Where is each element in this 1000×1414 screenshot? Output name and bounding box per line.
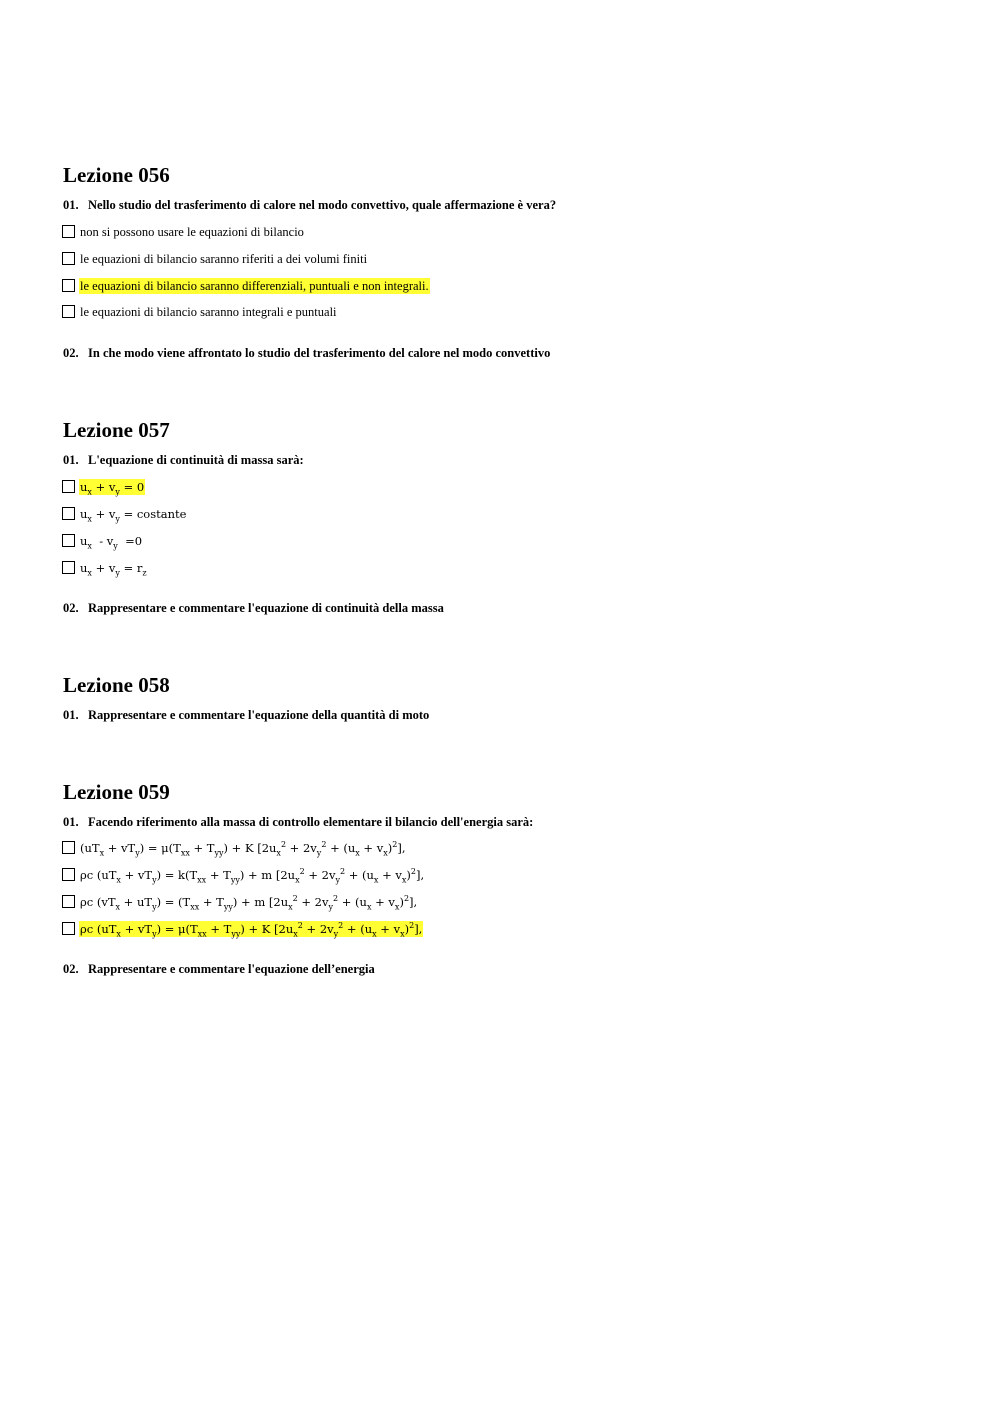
question-number: 02. [63, 346, 79, 360]
answer-option[interactable] [62, 559, 148, 576]
question-number: 02. [63, 601, 79, 615]
option-formula: ρc $(uT_x + vT_y) = k(T_{xx} + T_{yy}) + m$ $[2u_x^2 + 2v_y^2 + (u_x + v_x)^2]$, [80, 866, 425, 884]
question-heading [63, 197, 556, 213]
checkbox[interactable] [62, 895, 75, 908]
option-formula-highlighted: ρc $(uT_x + vT_y) = \mu(T_{xx} + T_{yy}) + K$ $[2u_x^2 + 2v_y^2 + (u_x + v_x)^2]$, [80, 920, 423, 938]
checkbox[interactable] [62, 841, 75, 854]
question-text: Rappresentare e commentare l'equazione della quantità di moto [88, 708, 430, 722]
option-formula-highlighted: $u_x + v_y = 0$ [80, 479, 145, 496]
question-number: 01. [63, 815, 79, 829]
answer-option[interactable] [62, 505, 187, 522]
checkbox[interactable] [62, 225, 75, 238]
answer-option[interactable] [62, 532, 143, 549]
option-formula: $u_x + v_y = r_z$ [80, 560, 147, 577]
answer-option-correct[interactable] [62, 478, 145, 495]
checkbox[interactable] [62, 868, 75, 881]
option-text-highlighted: le equazioni di bilancio saranno differenziali, puntuali e non integrali. [80, 278, 429, 293]
answer-option[interactable] [62, 303, 338, 320]
option-formula: ρc $(vT_x + uT_y) = (T_{xx} + T_{yy}) + m$ $[2u_x^2 + 2v_y^2 + (u_x + v_x)^2]$, [80, 893, 418, 911]
checkbox[interactable] [62, 305, 75, 318]
question-number: 02. [63, 962, 79, 976]
checkbox[interactable] [62, 922, 75, 935]
question-number: 01. [63, 198, 79, 212]
option-text: le equazioni di bilancio saranno riferiti a dei volumi finiti [80, 251, 368, 266]
question-text: Nello studio del trasferimento di calore nel modo convettivo, quale affermazione è vera? [88, 198, 557, 212]
answer-option[interactable] [62, 866, 425, 883]
question-heading [63, 814, 533, 830]
lesson-title: Lezione 056 [63, 163, 170, 187]
option-text: le equazioni di bilancio saranno integrali e puntuali [80, 304, 337, 319]
option-formula: $(uT_x + vT_y) = \mu(T_{xx} + T_{yy}) + K$ $[2u_x^2 + 2v_y^2 + (u_x + v_x)^2]$, [80, 839, 406, 857]
answer-option[interactable] [62, 839, 407, 856]
option-formula: $u_x + v_y$ = costante [80, 506, 187, 523]
question-text: Rappresentare e commentare l'equazione dell’energia [88, 962, 375, 976]
question-text: Rappresentare e commentare l'equazione di continuità della massa [88, 601, 444, 615]
lesson-title: Lezione 059 [63, 780, 170, 804]
checkbox[interactable] [62, 507, 75, 520]
answer-option[interactable] [62, 893, 418, 910]
answer-option-correct[interactable] [62, 277, 430, 294]
checkbox[interactable] [62, 279, 75, 292]
checkbox[interactable] [62, 561, 75, 574]
lesson-title: Lezione 058 [63, 673, 170, 697]
question-number: 01. [63, 453, 79, 467]
question-text: L'equazione di continuità di massa sarà: [88, 453, 304, 467]
question-text: Facendo riferimento alla massa di controllo elementare il bilancio dell'energia sarà: [88, 815, 534, 829]
checkbox[interactable] [62, 252, 75, 265]
question-text: In che modo viene affrontato lo studio del trasferimento del calore nel modo convettivo [88, 346, 551, 360]
question-number: 01. [63, 708, 79, 722]
answer-option-correct[interactable] [62, 920, 423, 937]
question-heading [63, 452, 304, 468]
lesson-title: Lezione 057 [63, 418, 170, 442]
checkbox[interactable] [62, 480, 75, 493]
option-text: non si possono usare le equazioni di bilancio [80, 224, 304, 239]
answer-option[interactable] [62, 250, 368, 267]
option-formula: $u_x - v_y =0$ [80, 533, 143, 550]
answer-option[interactable] [62, 223, 305, 240]
checkbox[interactable] [62, 534, 75, 547]
question-heading [63, 600, 444, 616]
question-heading [63, 707, 429, 723]
question-heading [63, 345, 550, 361]
question-heading [63, 961, 375, 977]
